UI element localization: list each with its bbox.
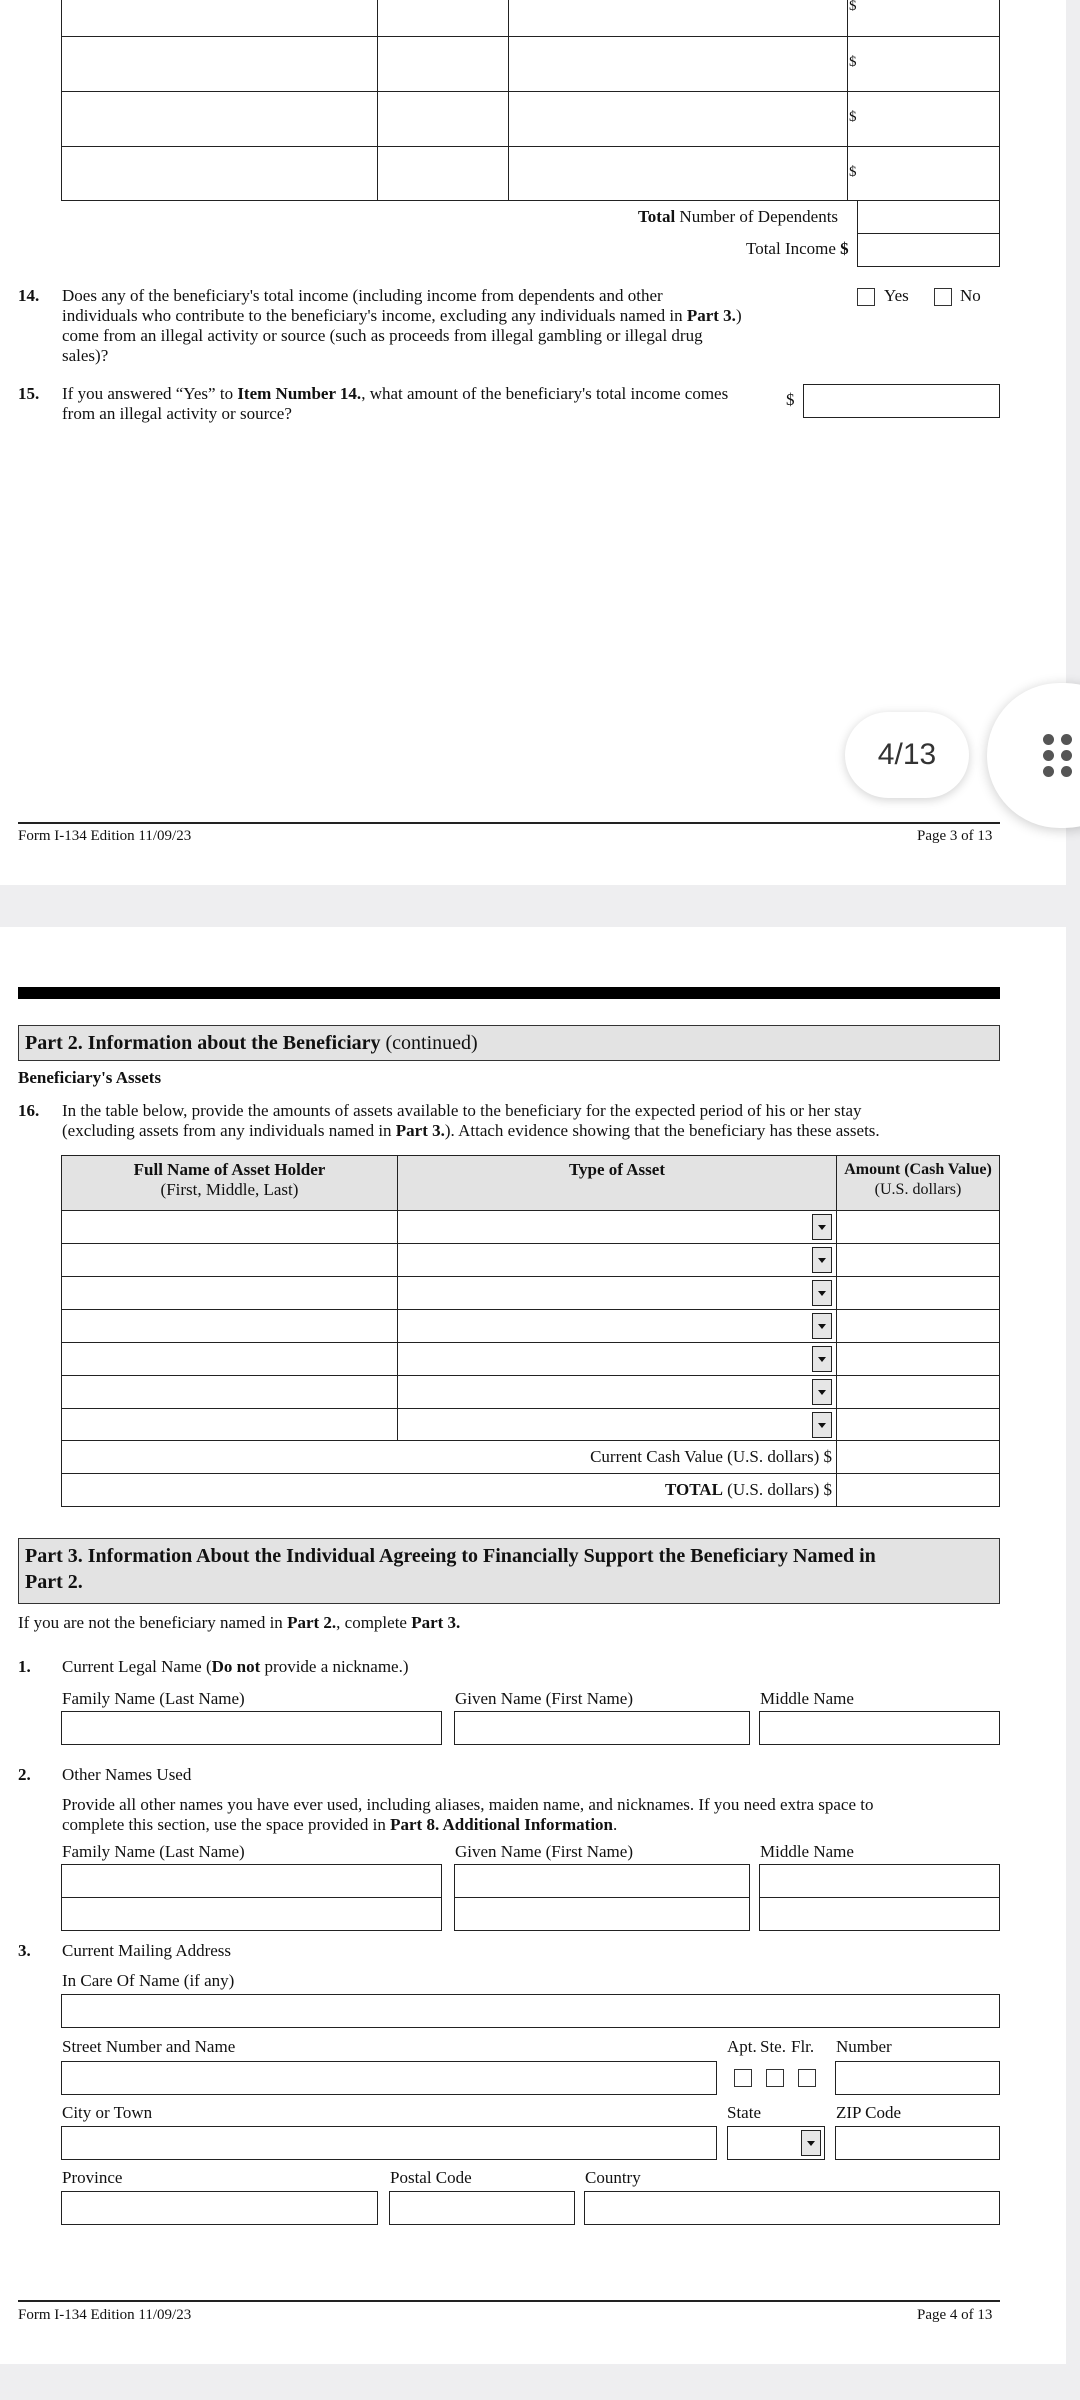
- other-given-name-field[interactable]: [454, 1897, 750, 1931]
- apt-number-label: Number: [836, 2037, 892, 2056]
- zip-label: ZIP Code: [836, 2103, 902, 2122]
- province-label: Province: [62, 2168, 123, 2187]
- current-cash-value-field[interactable]: [836, 1440, 1000, 1474]
- asset-type-select[interactable]: [397, 1243, 837, 1277]
- zip-field[interactable]: [835, 2126, 1000, 2160]
- asset-holder-name-field[interactable]: [61, 1342, 398, 1376]
- asset-type-select[interactable]: [397, 1309, 837, 1343]
- family-name-field[interactable]: [61, 1711, 442, 1745]
- asset-holder-column-header: Full Name of Asset Holder (First, Middle, Last): [61, 1155, 398, 1211]
- current-cash-row: Current Cash Value (U.S. dollars) $: [61, 1440, 837, 1474]
- total-row: TOTAL (U.S. dollars) $: [61, 1473, 837, 1507]
- asset-amount-field[interactable]: [836, 1309, 1000, 1343]
- dependent-name-field[interactable]: [61, 146, 378, 201]
- yes-label: Yes: [884, 286, 909, 305]
- dependent-source-field[interactable]: [508, 91, 848, 147]
- question-number: 1.: [18, 1657, 31, 1676]
- other-names-label: Other Names Used: [62, 1765, 192, 1784]
- yes-checkbox[interactable]: [857, 288, 875, 306]
- form-page-4: [0, 927, 1066, 2364]
- ste-checkbox[interactable]: [766, 2069, 784, 2087]
- dependent-relationship-field[interactable]: [377, 146, 509, 201]
- footer-divider: [18, 822, 1000, 824]
- page-header-bar: [18, 987, 1000, 999]
- street-label: Street Number and Name: [62, 2037, 236, 2056]
- question-number: 14.: [18, 286, 40, 305]
- asset-amount-field[interactable]: [836, 1210, 1000, 1244]
- question-16-text: In the table below, provide the amounts of assets available to the beneficiary for the expected period of his or her stay (excluding assets from any individuals named in Part 3.). Attach evidence showing that the beneficiary has these assets.: [62, 1101, 880, 1140]
- dependent-name-field[interactable]: [61, 0, 378, 37]
- flr-checkbox[interactable]: [798, 2069, 816, 2087]
- middle-name-field[interactable]: [759, 1711, 1000, 1745]
- dollar-sign: $: [849, 54, 857, 70]
- street-field[interactable]: [61, 2061, 717, 2095]
- dependent-source-field[interactable]: [508, 146, 848, 201]
- chevron-down-icon[interactable]: [812, 1313, 832, 1339]
- asset-amount-field[interactable]: [836, 1408, 1000, 1442]
- illegal-income-amount-field[interactable]: [803, 384, 1000, 418]
- chevron-down-icon[interactable]: [812, 1214, 832, 1240]
- province-field[interactable]: [61, 2191, 378, 2225]
- asset-holder-name-field[interactable]: [61, 1375, 398, 1409]
- apt-label: Apt.: [727, 2037, 757, 2056]
- state-label: State: [727, 2103, 761, 2122]
- family-name-label: Family Name (Last Name): [62, 1689, 245, 1708]
- asset-holder-name-field[interactable]: [61, 1210, 398, 1244]
- dependent-amount-field[interactable]: [847, 146, 1000, 201]
- asset-holder-name-field[interactable]: [61, 1309, 398, 1343]
- given-name-field[interactable]: [454, 1711, 750, 1745]
- other-family-name-field[interactable]: [61, 1864, 442, 1898]
- page-indicator: 4/13: [845, 712, 969, 798]
- dollar-sign: $: [786, 390, 795, 409]
- footer-page-number: Page 3 of 13: [917, 828, 993, 844]
- dependent-relationship-field[interactable]: [377, 36, 509, 92]
- chevron-down-icon[interactable]: [812, 1247, 832, 1273]
- ste-label: Ste.: [760, 2037, 786, 2056]
- in-care-of-field[interactable]: [61, 1994, 1000, 2028]
- dollar-sign: $: [849, 0, 857, 14]
- part-3-intro: If you are not the beneficiary named in Part 2., complete Part 3.: [18, 1613, 461, 1632]
- middle-name-label: Middle Name: [760, 1689, 854, 1708]
- mailing-address-label: Current Mailing Address: [62, 1941, 232, 1960]
- no-checkbox[interactable]: [934, 288, 952, 306]
- question-number: 2.: [18, 1765, 31, 1784]
- dependent-amount-field[interactable]: [847, 91, 1000, 147]
- total-value-field[interactable]: [836, 1473, 1000, 1507]
- chevron-down-icon[interactable]: [801, 2130, 821, 2156]
- chevron-down-icon[interactable]: [812, 1379, 832, 1405]
- chevron-down-icon[interactable]: [812, 1346, 832, 1372]
- given-name-label: Given Name (First Name): [455, 1842, 633, 1861]
- dollar-sign: $: [849, 164, 857, 180]
- city-label: City or Town: [62, 2103, 153, 2122]
- asset-type-select[interactable]: [397, 1375, 837, 1409]
- asset-holder-name-field[interactable]: [61, 1276, 398, 1310]
- dependent-relationship-field[interactable]: [377, 91, 509, 147]
- country-label: Country: [585, 2168, 641, 2187]
- dollar-sign: $: [849, 109, 857, 125]
- asset-amount-field[interactable]: [836, 1243, 1000, 1277]
- footer-form-edition: Form I-134 Edition 11/09/23: [18, 828, 192, 844]
- other-names-instructions: Provide all other names you have ever used, including aliases, maiden name, and nicknames. If you need extra space to complete this section, use the space provided in Part 8. Additional Information.: [62, 1795, 874, 1834]
- total-income-field[interactable]: [857, 233, 1000, 267]
- given-name-label: Given Name (First Name): [455, 1689, 633, 1708]
- dependent-amount-field[interactable]: [847, 0, 1000, 37]
- family-name-label: Family Name (Last Name): [62, 1842, 245, 1861]
- chevron-down-icon[interactable]: [812, 1412, 832, 1438]
- dependent-name-field[interactable]: [61, 36, 378, 92]
- part-2-header: Part 2. Information about the Beneficiary (continued): [18, 1025, 1000, 1061]
- asset-type-select[interactable]: [397, 1342, 837, 1376]
- total-dependents-label: Total Number of Dependents: [638, 207, 839, 226]
- country-field[interactable]: [584, 2191, 1000, 2225]
- asset-amount-field[interactable]: [836, 1342, 1000, 1376]
- postal-code-field[interactable]: [389, 2191, 575, 2225]
- current-legal-name-label: Current Legal Name (Do not provide a nickname.): [62, 1657, 409, 1676]
- other-given-name-field[interactable]: [454, 1864, 750, 1898]
- asset-type-column-header: Type of Asset: [397, 1155, 837, 1211]
- total-dependents-field[interactable]: [857, 200, 1000, 234]
- asset-type-select[interactable]: [397, 1210, 837, 1244]
- asset-holder-name-field[interactable]: [61, 1408, 398, 1442]
- footer-page-number: Page 4 of 13: [917, 2307, 993, 2323]
- question-14-text: Does any of the beneficiary's total income (including income from dependents and other individuals who contribute to the beneficiary's income, excluding any individuals named in Part 3.) come from an illegal activity or source (such as proceeds from illegal gambling or illegal drug sales)?: [62, 286, 742, 365]
- question-15-text: If you answered “Yes” to Item Number 14., what amount of the beneficiary's total income comes from an illegal activity or source?: [62, 384, 729, 423]
- no-label: No: [960, 286, 981, 305]
- question-number: 3.: [18, 1941, 31, 1960]
- other-family-name-field[interactable]: [61, 1897, 442, 1931]
- question-number: 16.: [18, 1101, 40, 1120]
- postal-code-label: Postal Code: [390, 2168, 472, 2187]
- question-number: 15.: [18, 384, 40, 403]
- assets-heading: Beneficiary's Assets: [18, 1068, 162, 1087]
- flr-label: Flr.: [791, 2037, 815, 2056]
- asset-type-select[interactable]: [397, 1408, 837, 1442]
- chevron-down-icon[interactable]: [812, 1280, 832, 1306]
- total-income-label: Total Income $: [746, 239, 849, 258]
- other-middle-name-field[interactable]: [759, 1897, 1000, 1931]
- middle-name-label: Middle Name: [760, 1842, 854, 1861]
- footer-divider: [18, 2300, 1000, 2302]
- asset-type-select[interactable]: [397, 1276, 837, 1310]
- dependent-source-field[interactable]: [508, 0, 848, 37]
- asset-amount-field[interactable]: [836, 1375, 1000, 1409]
- footer-form-edition: Form I-134 Edition 11/09/23: [18, 2307, 192, 2323]
- city-field[interactable]: [61, 2126, 717, 2160]
- dependent-relationship-field[interactable]: [377, 0, 509, 37]
- other-middle-name-field[interactable]: [759, 1864, 1000, 1898]
- dependent-source-field[interactable]: [508, 36, 848, 92]
- asset-amount-field[interactable]: [836, 1276, 1000, 1310]
- apt-number-field[interactable]: [835, 2061, 1000, 2095]
- part-3-header: Part 3. Information About the Individual Agreeing to Financially Support the Beneficiary Named in Part 2.: [18, 1538, 1000, 1604]
- dependent-amount-field[interactable]: [847, 36, 1000, 92]
- apt-checkbox[interactable]: [734, 2069, 752, 2087]
- asset-amount-column-header: Amount (Cash Value) (U.S. dollars): [836, 1155, 1000, 1211]
- dependent-name-field[interactable]: [61, 91, 378, 147]
- asset-holder-name-field[interactable]: [61, 1243, 398, 1277]
- in-care-of-label: In Care Of Name (if any): [62, 1971, 235, 1990]
